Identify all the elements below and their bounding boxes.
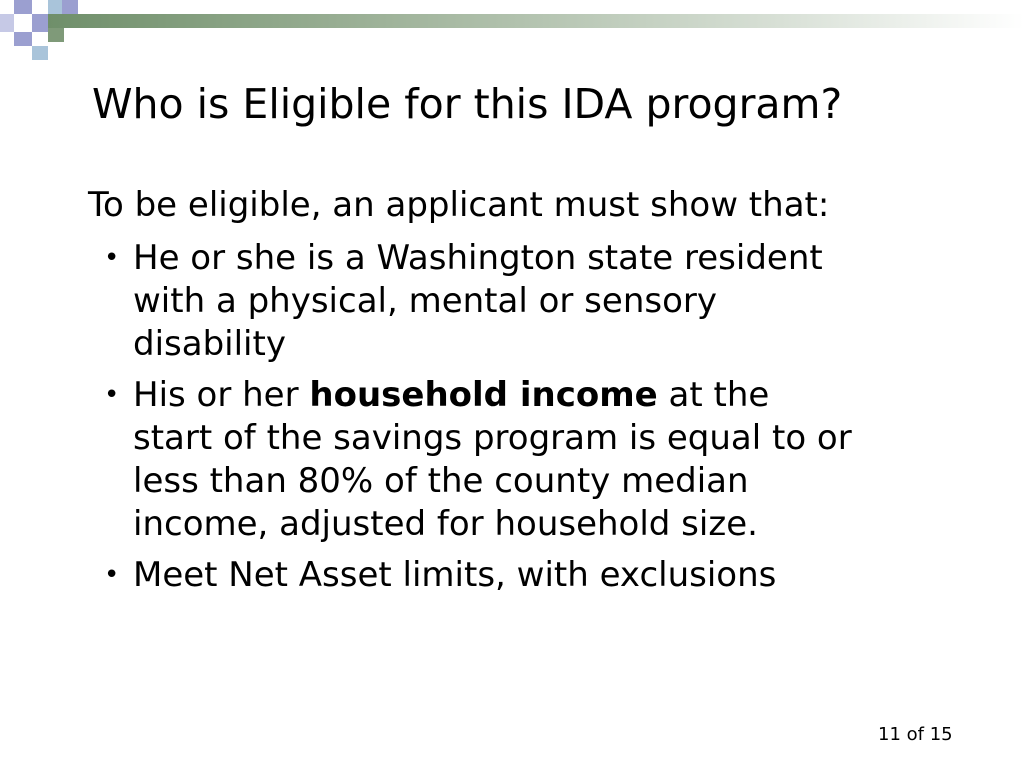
decor-square xyxy=(62,0,78,14)
bullet-item-net-asset xyxy=(104,554,1004,597)
bullet-line: income, adjusted for household size. xyxy=(133,504,758,544)
bullet-line: Meet Net Asset limits, with exclusions xyxy=(133,555,777,595)
bullet-icon: • xyxy=(104,380,120,410)
decor-square xyxy=(14,14,32,32)
bullet-line: He or she is a Washington state resident xyxy=(133,238,823,278)
slide-title: Who is Eligible for this IDA program? xyxy=(92,80,843,128)
decor-square xyxy=(14,32,32,46)
header-gradient-bar xyxy=(48,14,1024,28)
bullet-line: disability xyxy=(133,324,286,364)
bullet-list xyxy=(104,237,1004,605)
bullet-icon: • xyxy=(104,243,120,273)
bullet-line xyxy=(133,374,1004,417)
decor-square xyxy=(32,46,48,60)
bullet-line: with a physical, mental or sensory xyxy=(133,281,717,321)
household-income-emphasis: household income xyxy=(309,375,658,415)
decor-square xyxy=(14,0,32,14)
bullet-line: start of the savings program is equal to or xyxy=(133,418,852,458)
decor-square xyxy=(32,14,48,32)
decor-square xyxy=(48,28,64,42)
bullet-item-income xyxy=(104,374,1004,546)
page-number: 11 of 15 xyxy=(878,724,953,745)
bullet-line: less than 80% of the county median xyxy=(133,461,749,501)
bullet-icon: • xyxy=(104,560,120,590)
income-suffix: at the xyxy=(657,375,770,415)
decor-square xyxy=(0,14,14,32)
intro-text: To be eligible, an applicant must show that: xyxy=(88,185,830,225)
bullet-item-residency xyxy=(104,237,1004,366)
corner-squares-decoration xyxy=(0,0,90,64)
income-prefix: His or her xyxy=(133,375,310,415)
